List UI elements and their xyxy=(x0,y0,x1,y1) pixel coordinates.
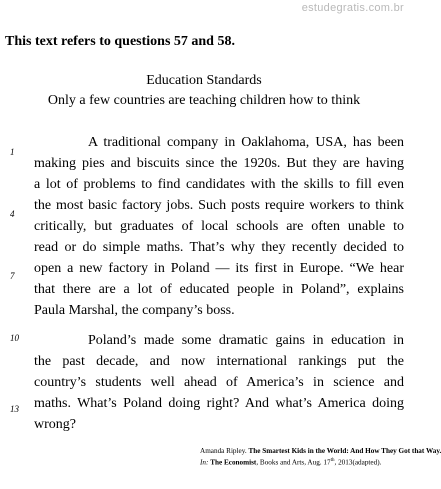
line-number: 10 xyxy=(10,333,19,343)
text-line: that there are a lot of educated people in Poland”, explains xyxy=(34,282,404,297)
line-number: 4 xyxy=(10,209,15,219)
credit-superscript: th xyxy=(330,458,335,463)
text-line: country’s students well ahead of America’s in science and xyxy=(34,375,404,390)
credit-author: Amanda Ripley. xyxy=(200,447,247,455)
text-line: read or do simple maths. That’s why they recently decided to xyxy=(34,240,404,255)
article-subtitle: Only a few countries are teaching children how to think xyxy=(47,93,361,108)
intro-heading: This text refers to questions 57 and 58. xyxy=(5,34,235,49)
credit-book-title: The Smartest Kids in the World: And How They Got that Way. xyxy=(248,447,441,455)
text-line: Poland’s made some dramatic gains in education in xyxy=(88,333,404,348)
credit-publication: The Economist xyxy=(210,458,257,467)
credit-details: , Books and Arts, Aug. 17 xyxy=(256,458,331,467)
article-title: Education Standards xyxy=(146,73,262,88)
text-line: wrong? xyxy=(34,417,76,432)
line-number: 7 xyxy=(10,271,15,281)
source-credit xyxy=(200,446,441,467)
text-line: A traditional company in Oaklahoma, USA, has been xyxy=(88,135,404,150)
text-line: open a new factory in Poland — its first in Europe. “We hear xyxy=(34,261,404,276)
text-line: the most basic factory jobs. Such posts require workers to think xyxy=(34,198,404,213)
text-line: Paula Marshal, the company’s boss. xyxy=(34,303,235,318)
credit-details-end: , 2013(adapted). xyxy=(334,458,382,467)
line-number: 1 xyxy=(10,147,15,157)
watermark: estudegratis.com.br xyxy=(301,2,404,14)
text-line: critically, but graduates of local schools are often unable to xyxy=(34,219,404,234)
line-number: 13 xyxy=(10,404,19,414)
text-line: the past decade, and now international rankings put the xyxy=(34,354,404,369)
text-line: making pies and biscuits since the 1920s. But they are having xyxy=(34,156,404,171)
credit-in-word: In: xyxy=(200,458,209,467)
text-line: maths. What’s Poland doing right? And what’s America doing xyxy=(34,396,404,411)
text-line: a lot of problems to find candidates with the skills to fill even xyxy=(34,177,404,192)
